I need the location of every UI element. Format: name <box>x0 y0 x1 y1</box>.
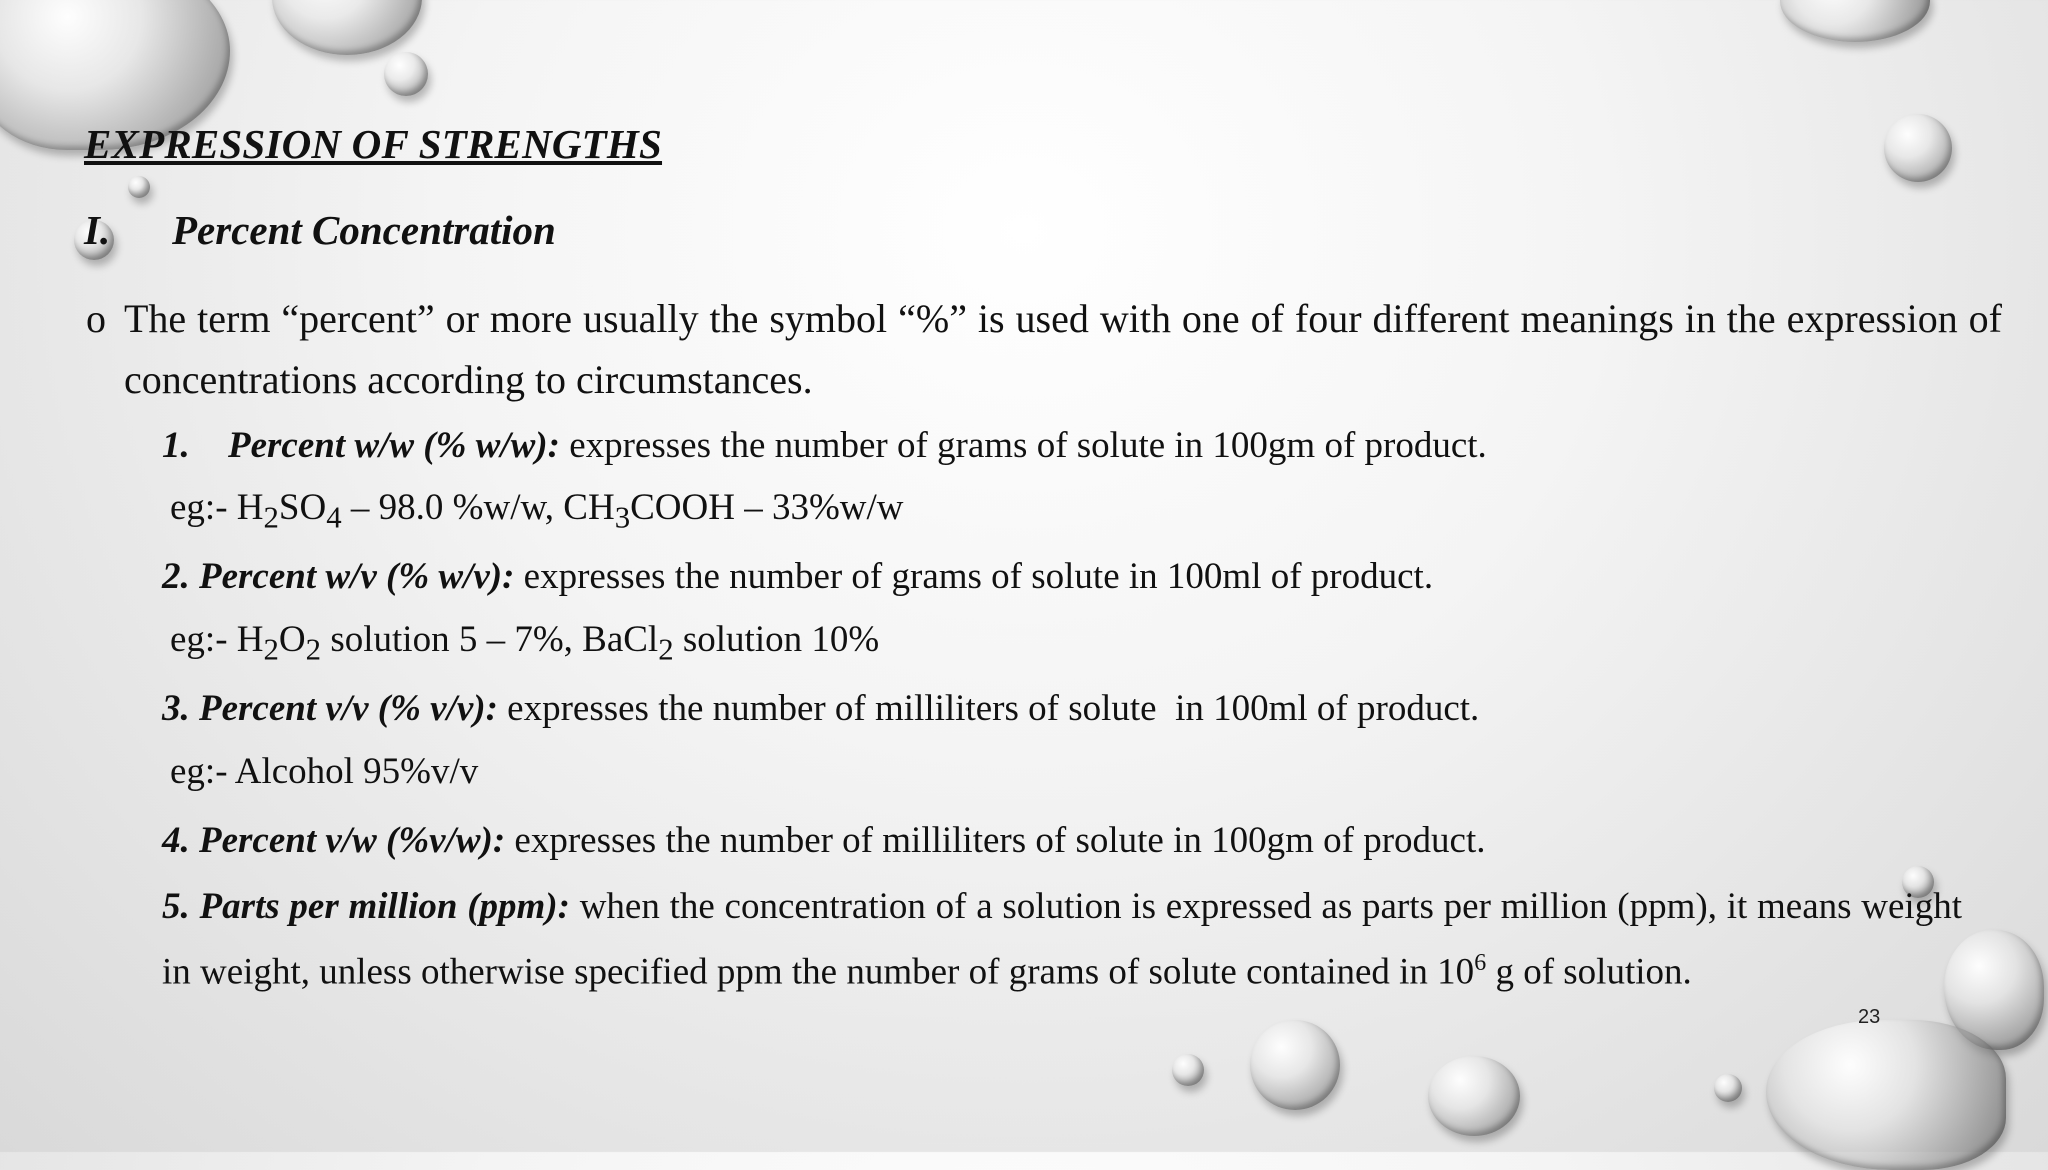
water-drop-decoration <box>1884 114 1952 182</box>
definition-item-3 <box>162 681 1962 737</box>
example-line-3 <box>170 750 478 793</box>
example-text: eg:- H <box>170 487 264 528</box>
item-number: 1. <box>162 425 190 466</box>
subscript: 2 <box>305 632 322 667</box>
example-text: O <box>278 619 306 660</box>
definition-item-4 <box>162 813 1962 869</box>
superscript: 6 <box>1474 950 1487 976</box>
definition-item-2 <box>162 549 1962 605</box>
water-drop-decoration <box>1172 1054 1204 1086</box>
subscript: 2 <box>263 632 279 667</box>
subscript: 3 <box>614 500 631 535</box>
definition-item-1 <box>162 418 1962 474</box>
item-description: expresses the number of grams of solute in 100ml of product. <box>514 556 1434 597</box>
water-drop-decoration <box>1428 1056 1520 1136</box>
section-title: Percent Concentration <box>172 207 556 253</box>
water-drop-decoration <box>1766 1020 2006 1170</box>
example-text: eg:- Alcohol 95%v/v <box>170 751 479 792</box>
subscript: 2 <box>263 500 279 535</box>
water-drop-decoration <box>1780 0 1930 42</box>
example-text: – 98.0 %w/w, CH <box>341 487 615 528</box>
example-text: solution 10% <box>673 619 880 660</box>
example-line-2 <box>170 618 879 667</box>
example-text: COOH – 33%w/w <box>630 487 904 528</box>
water-drop-decoration <box>272 0 422 55</box>
section-heading <box>84 206 556 254</box>
water-drop-decoration <box>1714 1074 1742 1102</box>
item-description: when the concentration of a solution is expressed as parts per million (ppm), it means weight in weight, unless otherwise specified ppm the number of grams of solute contained in 10 <box>162 886 1962 993</box>
example-line-1 <box>170 486 904 535</box>
item-label: 5. Parts per million (ppm): <box>162 886 570 927</box>
subscript: 2 <box>658 632 674 667</box>
example-text: eg:- H <box>170 619 264 660</box>
item-label: 3. Percent v/v (% v/v): <box>162 688 498 729</box>
definition-item-5 <box>162 879 1962 1000</box>
item-description-end: g of solution. <box>1486 951 1692 993</box>
example-text: solution 5 – 7%, BaCl <box>321 619 659 660</box>
item-label: 4. Percent v/w (%v/w): <box>162 820 506 861</box>
water-drop-decoration <box>128 176 150 198</box>
slide-title: EXPRESSION OF STRENGTHS <box>84 121 663 167</box>
page-number: 23 <box>1858 1006 1881 1028</box>
item-description: expresses the number of milliliters of solute in 100ml of product. <box>497 688 1480 729</box>
example-text: SO <box>278 487 327 528</box>
section-number: I. <box>84 207 111 253</box>
item-label: Percent w/w (% w/w): <box>228 425 560 466</box>
intro-text: The term “percent” or more usually the symbol “%” is used with one of four different meanings in the expression of concentrations according to circumstances. <box>124 296 2002 402</box>
item-description: expresses the number of milliliters of solute in 100gm of product. <box>505 820 1486 861</box>
water-drop-decoration <box>1250 1020 1340 1110</box>
water-drop-decoration <box>384 52 428 96</box>
item-description: expresses the number of grams of solute in 100gm of product. <box>559 425 1487 466</box>
item-label: 2. Percent w/v (% w/v): <box>162 556 515 597</box>
subscript: 4 <box>326 500 342 535</box>
bullet-marker: o <box>86 296 106 341</box>
intro-bullet <box>86 288 2002 410</box>
